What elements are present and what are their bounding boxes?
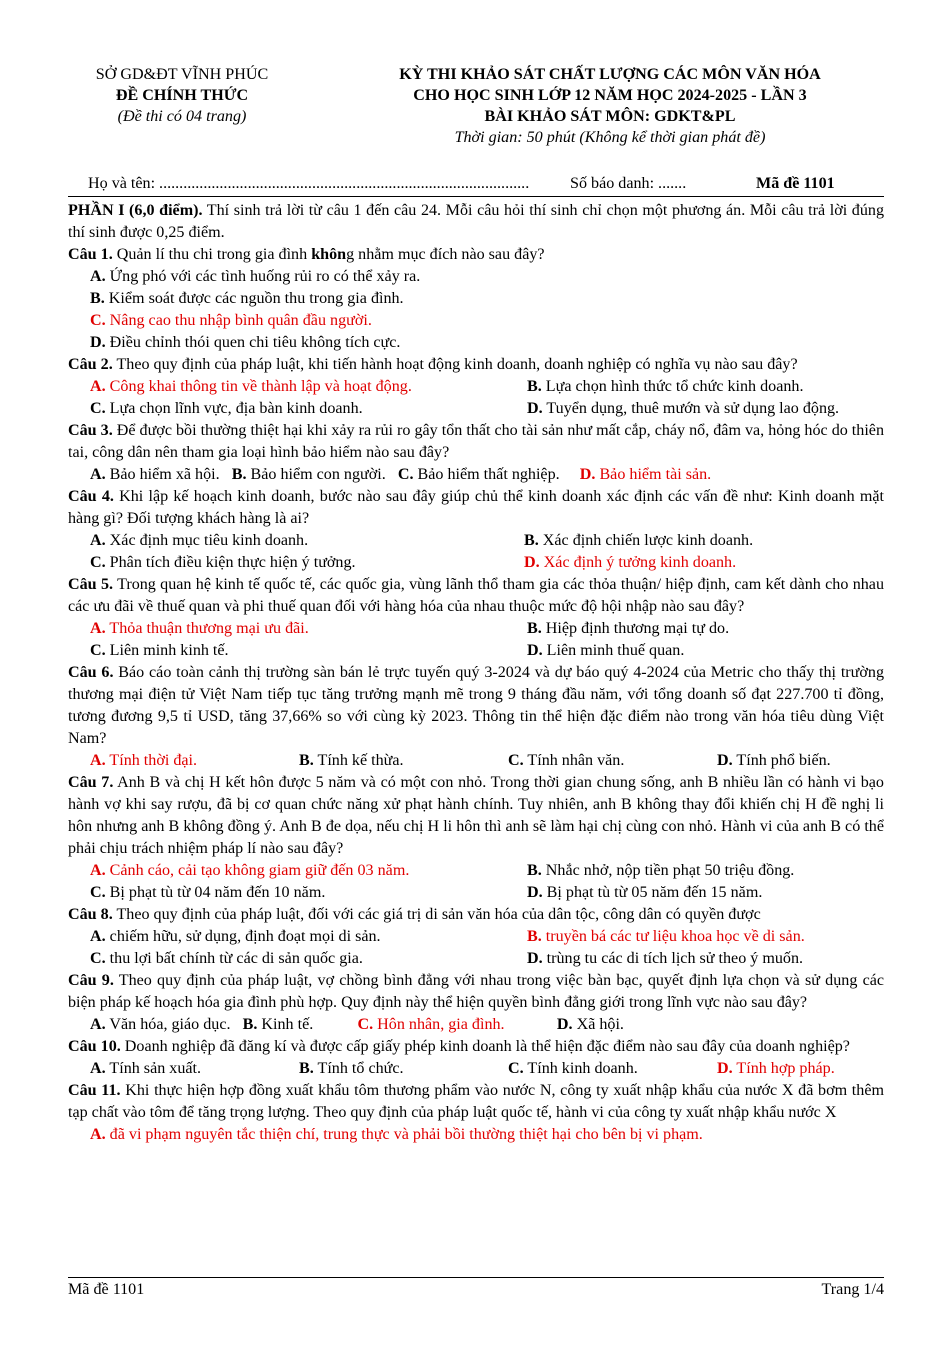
option-letter: A. bbox=[90, 1016, 106, 1033]
option-letter: C. bbox=[90, 950, 106, 967]
question-8 bbox=[68, 904, 884, 926]
option-text: Tính kế thừa. bbox=[313, 752, 404, 769]
option-text: Kinh tế. bbox=[257, 1016, 314, 1033]
option-text: Tính nhân văn. bbox=[523, 752, 625, 769]
option-letter: A. bbox=[90, 1060, 106, 1077]
question-label: Câu 10. bbox=[68, 1038, 121, 1055]
question-label: Câu 3. bbox=[68, 422, 113, 439]
option-11a-answer bbox=[68, 1124, 884, 1146]
question-label: Câu 5. bbox=[68, 576, 114, 593]
question-10 bbox=[68, 1036, 884, 1058]
option-6c bbox=[486, 750, 695, 772]
option-letter: C. bbox=[357, 1016, 374, 1033]
option-text: Liên minh kinh tế. bbox=[105, 642, 229, 659]
option-letter: C. bbox=[90, 642, 106, 659]
question-1 bbox=[68, 244, 884, 266]
option-7b bbox=[505, 860, 794, 882]
candidate-number-field: Số báo danh: ....... bbox=[570, 175, 687, 192]
exam-title: KỲ THI KHẢO SÁT CHẤT LƯỢNG CÁC MÔN VĂN HÓA bbox=[399, 66, 821, 83]
option-text: Tính hợp pháp. bbox=[732, 1060, 835, 1077]
options-3-row bbox=[68, 464, 884, 486]
option-5b bbox=[505, 618, 729, 640]
option-letter: D. bbox=[90, 334, 106, 351]
option-text: Bảo hiểm con người. bbox=[246, 466, 386, 483]
options-4-row2 bbox=[68, 552, 884, 574]
option-letter: D. bbox=[556, 1016, 573, 1033]
option-9d bbox=[557, 1016, 624, 1033]
option-letter: D. bbox=[524, 554, 540, 571]
option-3a bbox=[90, 466, 220, 483]
option-letter: A. bbox=[90, 620, 106, 637]
option-7d bbox=[505, 882, 762, 904]
student-name-field: Họ và tên: ............................................................................................ bbox=[88, 175, 530, 192]
question-label: Câu 2. bbox=[68, 356, 113, 373]
question-label: Câu 1. bbox=[68, 246, 113, 263]
option-3d-answer bbox=[580, 466, 711, 483]
option-letter: B. bbox=[231, 466, 247, 483]
question-text: Theo quy định của pháp luật, đối với các giá trị di sản văn hóa của dân tộc, công dân có quyền được bbox=[112, 906, 761, 923]
option-3b bbox=[232, 466, 386, 483]
question-6 bbox=[68, 662, 884, 750]
option-text: Tính kinh doanh. bbox=[523, 1060, 638, 1077]
option-letter: C. bbox=[90, 884, 106, 901]
exam-code: Mã đề 1101 bbox=[756, 175, 835, 192]
question-label: Câu 9. bbox=[68, 972, 114, 989]
question-7 bbox=[68, 772, 884, 860]
option-8b-answer bbox=[505, 926, 805, 948]
page-count-note: (Đề thi có 04 trang) bbox=[117, 108, 247, 125]
option-text: Tuyển dụng, thuê mướn và sử dụng lao động. bbox=[542, 400, 840, 417]
option-letter: A. bbox=[90, 378, 106, 395]
option-text: Bị phạt tù từ 05 năm đến 15 năm. bbox=[542, 884, 763, 901]
exam-subtitle: CHO HỌC SINH LỚP 12 NĂM HỌC 2024-2025 - LẦN 3 bbox=[413, 87, 807, 104]
option-7a-answer bbox=[68, 860, 505, 882]
option-5c bbox=[68, 640, 505, 662]
option-letter: D. bbox=[579, 466, 596, 483]
option-text: Tính thời đại. bbox=[105, 752, 198, 769]
option-4d-answer bbox=[505, 552, 736, 574]
option-letter: A. bbox=[90, 862, 106, 879]
option-text: Ứng phó với các tình huống rủi ro có thể xảy ra. bbox=[105, 268, 421, 285]
option-text: Phân tích điều kiện thực hiện ý tưởng. bbox=[105, 554, 356, 571]
question-text: Khi lập kế hoạch kinh doanh, bước nào sau đây giúp chủ thể kinh doanh xác định các vấn đề như: Kinh doanh mặt hàng gì? Đối tượng khách hàng là ai? bbox=[68, 488, 884, 527]
option-4a bbox=[68, 530, 505, 552]
option-text: Xã hội. bbox=[572, 1016, 624, 1033]
option-text: Liên minh thuế quan. bbox=[542, 642, 685, 659]
option-5d bbox=[505, 640, 684, 662]
option-text: Thỏa thuận thương mại ưu đãi. bbox=[105, 620, 309, 637]
options-2-row2 bbox=[68, 398, 884, 420]
options-8-row2 bbox=[68, 948, 884, 970]
question-emphasis: khôn bbox=[311, 246, 347, 263]
option-text: chiếm hữu, sử dụng, định đoạt mọi di sản. bbox=[105, 928, 381, 945]
option-8c bbox=[68, 948, 505, 970]
option-7c bbox=[68, 882, 505, 904]
option-9b bbox=[243, 1016, 314, 1033]
question-text: Theo quy định của pháp luật, khi tiến hành hoạt động kinh doanh, doanh nghiệp có nghĩa vụ nào sau đây? bbox=[112, 356, 798, 373]
options-8-row1 bbox=[68, 926, 884, 948]
option-text: Bảo hiểm thất nghiệp. bbox=[413, 466, 560, 483]
question-label: Câu 8. bbox=[68, 906, 113, 923]
option-10d-answer bbox=[695, 1058, 835, 1080]
option-text: Nâng cao thu nhập bình quân đầu người. bbox=[105, 312, 372, 329]
option-letter: D. bbox=[717, 1060, 733, 1077]
part1-text: Thí sinh trả lời từ câu 1 đến câu 24. Mỗi câu hỏi thí sinh chỉ chọn một phương án. Mỗi câu trả lời đúng thí sinh được 0,25 điểm. bbox=[68, 202, 884, 241]
subject-title: BÀI KHẢO SÁT MÔN: GDKT&PL bbox=[484, 108, 736, 125]
option-letter: B. bbox=[527, 928, 542, 945]
option-text: Công khai thông tin về thành lập và hoạt động. bbox=[105, 378, 412, 395]
option-4b bbox=[505, 530, 753, 552]
option-text: thu lợi bất chính từ các di sản quốc gia. bbox=[105, 950, 363, 967]
option-letter: C. bbox=[397, 466, 414, 483]
option-letter: C. bbox=[508, 752, 524, 769]
option-8a bbox=[68, 926, 505, 948]
option-2b bbox=[505, 376, 803, 398]
option-text: Bị phạt tù từ 04 năm đến 10 năm. bbox=[105, 884, 326, 901]
option-letter: B. bbox=[527, 862, 542, 879]
department-name: SỞ GD&ĐT VĨNH PHÚC bbox=[95, 66, 269, 83]
option-letter: B. bbox=[299, 1060, 314, 1077]
options-9-row bbox=[68, 1014, 884, 1036]
header-divider bbox=[68, 196, 884, 197]
option-text: Hôn nhân, gia đình. bbox=[373, 1016, 505, 1033]
option-4c bbox=[68, 552, 505, 574]
header-left bbox=[62, 64, 302, 127]
question-5 bbox=[68, 574, 884, 618]
option-text: Tính tổ chức. bbox=[313, 1060, 404, 1077]
option-6b bbox=[277, 750, 486, 772]
question-11 bbox=[68, 1080, 884, 1124]
options-5-row2 bbox=[68, 640, 884, 662]
option-1b bbox=[68, 288, 884, 310]
option-letter: B. bbox=[90, 290, 105, 307]
options-7-row1 bbox=[68, 860, 884, 882]
question-4 bbox=[68, 486, 884, 530]
option-2a-answer bbox=[68, 376, 505, 398]
option-text: Bảo hiểm tài sản. bbox=[595, 466, 712, 483]
part1-title: PHẦN I (6,0 điểm). bbox=[68, 202, 203, 219]
option-letter: C. bbox=[90, 554, 106, 571]
footer-divider bbox=[68, 1277, 884, 1278]
time-note: Thời gian: 50 phút (Không kể thời gian phát đề) bbox=[454, 129, 766, 146]
option-letter: D. bbox=[527, 642, 543, 659]
option-text: đã vi phạm nguyên tắc thiện chí, trung thực và phải bồi thường thiệt hại cho bên bị vi phạm. bbox=[105, 1126, 703, 1143]
option-1c-answer bbox=[68, 310, 884, 332]
option-letter: D. bbox=[527, 950, 543, 967]
option-text: Điều chỉnh thói quen chi tiêu không tích cực. bbox=[105, 334, 401, 351]
option-text: Xác định ý tưởng kinh doanh. bbox=[539, 554, 737, 571]
option-text: Văn hóa, giáo dục. bbox=[105, 1016, 231, 1033]
footer-exam-code: Mã đề 1101 bbox=[68, 1281, 145, 1298]
option-5a-answer bbox=[68, 618, 505, 640]
option-text: trùng tu các di tích lịch sử theo ý muốn. bbox=[542, 950, 804, 967]
part1-instructions bbox=[68, 200, 884, 244]
option-text: Kiểm soát được các nguồn thu trong gia đình. bbox=[104, 290, 404, 307]
option-2d bbox=[505, 398, 839, 420]
option-letter: A. bbox=[90, 1126, 106, 1143]
option-text: Bảo hiểm xã hội. bbox=[105, 466, 220, 483]
question-label: Câu 11. bbox=[68, 1082, 121, 1099]
question-3 bbox=[68, 420, 884, 464]
option-text: Tính phổ biến. bbox=[732, 752, 831, 769]
option-letter: C. bbox=[90, 400, 106, 417]
option-letter: D. bbox=[717, 752, 733, 769]
exam-content bbox=[68, 200, 884, 1146]
question-label: Câu 7. bbox=[68, 774, 114, 791]
option-text: Lựa chọn lĩnh vực, địa bàn kinh doanh. bbox=[105, 400, 363, 417]
option-8d bbox=[505, 948, 803, 970]
header-right bbox=[330, 64, 890, 148]
option-text: Cảnh cáo, cải tạo không giam giữ đến 03 năm. bbox=[105, 862, 410, 879]
option-text: truyền bá các tư liệu khoa học về di sản. bbox=[541, 928, 805, 945]
option-letter: B. bbox=[527, 378, 542, 395]
option-2c bbox=[68, 398, 505, 420]
options-10-row bbox=[68, 1058, 884, 1080]
options-5-row1 bbox=[68, 618, 884, 640]
option-10b bbox=[277, 1058, 486, 1080]
option-10a bbox=[68, 1058, 277, 1080]
option-letter: B. bbox=[299, 752, 314, 769]
official-label: ĐỀ CHÍNH THỨC bbox=[115, 87, 249, 104]
options-2-row1 bbox=[68, 376, 884, 398]
option-6d bbox=[695, 750, 831, 772]
option-text: Nhắc nhở, nộp tiền phạt 50 triệu đồng. bbox=[541, 862, 795, 879]
options-6-row bbox=[68, 750, 884, 772]
question-9 bbox=[68, 970, 884, 1014]
option-letter: A. bbox=[90, 928, 106, 945]
option-letter: D. bbox=[527, 400, 543, 417]
option-3c bbox=[398, 466, 560, 483]
option-letter: D. bbox=[527, 884, 543, 901]
question-text: Theo quy định của pháp luật, vợ chồng bình đẳng với nhau trong việc bàn bạc, quyết định lựa chọn và sử dụng các biện pháp kế hoạch hóa gia đình phù hợp. Quy định này thể hiện quyền bình đẳng giới trong lĩnh vực nào sau đây? bbox=[68, 972, 884, 1011]
option-letter: A. bbox=[90, 752, 106, 769]
footer-page-number: Trang 1/4 bbox=[821, 1281, 884, 1298]
option-text: Tính sản xuất. bbox=[105, 1060, 202, 1077]
option-letter: C. bbox=[508, 1060, 524, 1077]
option-letter: B. bbox=[242, 1016, 258, 1033]
question-label: Câu 6. bbox=[68, 664, 114, 681]
options-4-row1 bbox=[68, 530, 884, 552]
question-text: Trong quan hệ kinh tế quốc tế, các quốc gia, vùng lãnh thổ tham gia các thỏa thuận/ hiệp định, cam kết dành cho nhau các ưu đãi về thuế quan và phi thuế quan đối với hàng hóa của nhau thuộc mức độ hội nhập nào sau đây? bbox=[68, 576, 884, 615]
option-1d bbox=[68, 332, 884, 354]
option-6a-answer bbox=[68, 750, 277, 772]
option-text: Lựa chọn hình thức tổ chức kinh doanh. bbox=[541, 378, 804, 395]
option-9a bbox=[90, 1016, 231, 1033]
option-letter: A. bbox=[90, 466, 106, 483]
option-letter: C. bbox=[90, 312, 106, 329]
option-letter: A. bbox=[90, 532, 106, 549]
question-2 bbox=[68, 354, 884, 376]
option-9c-answer bbox=[358, 1016, 505, 1033]
question-text: Khi thực hiện hợp đồng xuất khẩu tôm thương phẩm vào nước N, công ty xuất nhập khẩu của nước X đã bơm thêm tạp chất vào tôm để tăng trọng lượng. Theo quy định của pháp luật quốc tế, hành vi của công ty xuất nhập khẩu nước X bbox=[68, 1082, 884, 1121]
question-text: Để được bồi thường thiệt hại khi xảy ra rủi ro gây tổn thất cho tài sản như mất cắp, cháy nổ, đâm va, hỏng hóc do thiên tai, công dân nên tham gia loại hình bảo hiểm nào sau đây? bbox=[68, 422, 884, 461]
question-text: Quản lí thu chi trong gia đình bbox=[112, 246, 312, 263]
question-text: g nhằm mục đích nào sau đây? bbox=[346, 246, 545, 263]
option-letter: A. bbox=[90, 268, 106, 285]
options-7-row2 bbox=[68, 882, 884, 904]
option-10c bbox=[486, 1058, 695, 1080]
option-letter: B. bbox=[524, 532, 539, 549]
option-text: Xác định chiến lược kinh doanh. bbox=[538, 532, 754, 549]
question-label: Câu 4. bbox=[68, 488, 114, 505]
question-text: Anh B và chị H kết hôn được 5 năm và có một con nhỏ. Trong thời gian chung sống, anh B nhiều lần có hành vi bạo hành vợ khi say rượu, đã bị cơ quan chức năng xử phạt hành chính. Tuy nhiên, anh B không thay đổi khiến chị H đề nghị li hôn nhưng anh B không đồng ý. Anh B đe dọa, nếu chị H li hôn thì anh sẽ làm hại chị cùng con nhỏ. Hành vi của anh B có thể phải chịu trách nhiệm pháp lí nào sau đây? bbox=[68, 774, 884, 857]
option-text: Hiệp định thương mại tự do. bbox=[541, 620, 730, 637]
question-text: Doanh nghiệp đã đăng kí và được cấp giấy phép kinh doanh là thể hiện đặc điểm nào sau đây của doanh nghiệp? bbox=[120, 1038, 850, 1055]
option-1a bbox=[68, 266, 884, 288]
option-text: Xác định mục tiêu kinh doanh. bbox=[105, 532, 309, 549]
student-info-row bbox=[0, 175, 952, 197]
question-text: Báo cáo toàn cảnh thị trường sàn bán lẻ trực tuyến quý 3-2024 và dự báo quý 4-2024 của Metric cho thấy thị trường thương mại điện tử Việt Nam tiếp tục tăng trưởng mạnh mẽ trong 9 tháng đầu năm, với tổng doanh số đạt 227.700 tỉ đồng, tương đương 9,5 tỉ USD, tăng 37,66% so với cùng kỳ 2023. Thông tin thể hiện đặc điểm nào trong văn hóa tiêu dùng Việt Nam? bbox=[68, 664, 884, 747]
option-letter: B. bbox=[527, 620, 542, 637]
